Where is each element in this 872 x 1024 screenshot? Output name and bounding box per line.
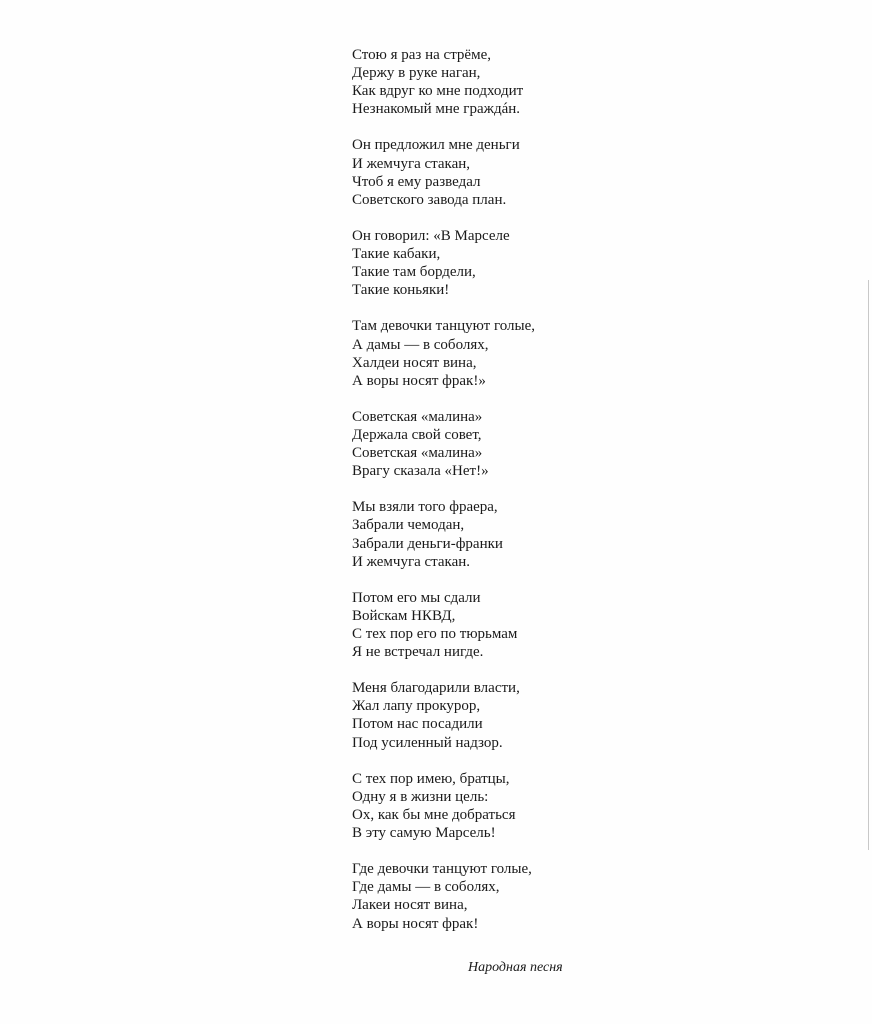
poem-line: Незнакомый мне граждáн.	[352, 101, 521, 118]
poem-line: И жемчуга стакан.	[352, 553, 471, 570]
poem-line: В эту самую Марсель!	[352, 825, 496, 842]
poem-line: Мы взяли того фраера,	[352, 499, 498, 516]
poem-line: Где девочки танцуют голые,	[352, 861, 532, 878]
poem-line: Потом нас посадили	[352, 716, 483, 733]
poem-line: Жал лапу прокурор,	[352, 698, 481, 715]
poem-line: Советская «малина»	[352, 445, 483, 462]
poem-line: Там девочки танцуют голые,	[352, 318, 535, 335]
poem-line: Забрали чемодан,	[352, 517, 465, 534]
poem-line: Такие кабаки,	[352, 246, 441, 263]
poem-line: Я не встречал нигде.	[352, 644, 484, 661]
stanza	[352, 860, 732, 932]
poem-line: Держала свой совет,	[352, 426, 482, 443]
stanza	[352, 46, 732, 118]
poem-line: Потом его мы сдали	[352, 589, 481, 606]
poem-line: Забрали деньги-франки	[352, 535, 503, 552]
stanza	[352, 317, 732, 389]
poem-line: Советская «малина»	[352, 408, 483, 425]
stanza	[352, 679, 732, 751]
poem-line: Такие коньяки!	[352, 282, 450, 299]
poem-attribution: Народная песня	[468, 960, 563, 975]
page-edge-line	[868, 280, 869, 850]
stanza	[352, 498, 732, 570]
poem-line: Он предложил мне деньги	[352, 137, 520, 154]
poem-line: Стою я раз на стрёме,	[352, 47, 491, 63]
poem-line: И жемчуга стакан,	[352, 155, 471, 172]
poem-line: Такие там бордели,	[352, 264, 476, 281]
poem-line: С тех пор имею, братцы,	[352, 770, 510, 787]
stanza	[352, 136, 732, 208]
poem-line: А воры носят фрак!	[352, 915, 479, 932]
poem-line: Где дамы — в соболях,	[352, 879, 500, 896]
poem-line: Чтоб я ему разведал	[352, 173, 481, 190]
poem-line: Советского завода план.	[352, 191, 507, 208]
poem-line: Войскам НКВД,	[352, 607, 456, 624]
stanza	[352, 589, 732, 661]
poem-line: Под усиленный надзор.	[352, 734, 503, 751]
poem-line: А дамы — в соболях,	[352, 336, 489, 353]
poem-line: Он говорил: «В Марселе	[352, 227, 510, 244]
poem-text	[352, 46, 732, 933]
poem-line: Как вдруг ко мне подходит	[352, 83, 524, 100]
poem-line: Ох, как бы мне добраться	[352, 806, 516, 823]
poem-line: Халдеи носят вина,	[352, 354, 477, 371]
poem-line: Врагу сказала «Нет!»	[352, 463, 489, 480]
poem-line: Лакеи носят вина,	[352, 897, 468, 914]
poem-line: С тех пор его по тюрьмам	[352, 626, 518, 642]
poem-line: Одну я в жизни цель:	[352, 788, 489, 805]
stanza	[352, 770, 732, 842]
poem-line: Держу в руке наган,	[352, 65, 481, 82]
stanza	[352, 408, 732, 480]
poem-line: А воры носят фрак!»	[352, 372, 486, 389]
stanza	[352, 227, 732, 299]
poem-line: Меня благодарили власти,	[352, 680, 520, 697]
